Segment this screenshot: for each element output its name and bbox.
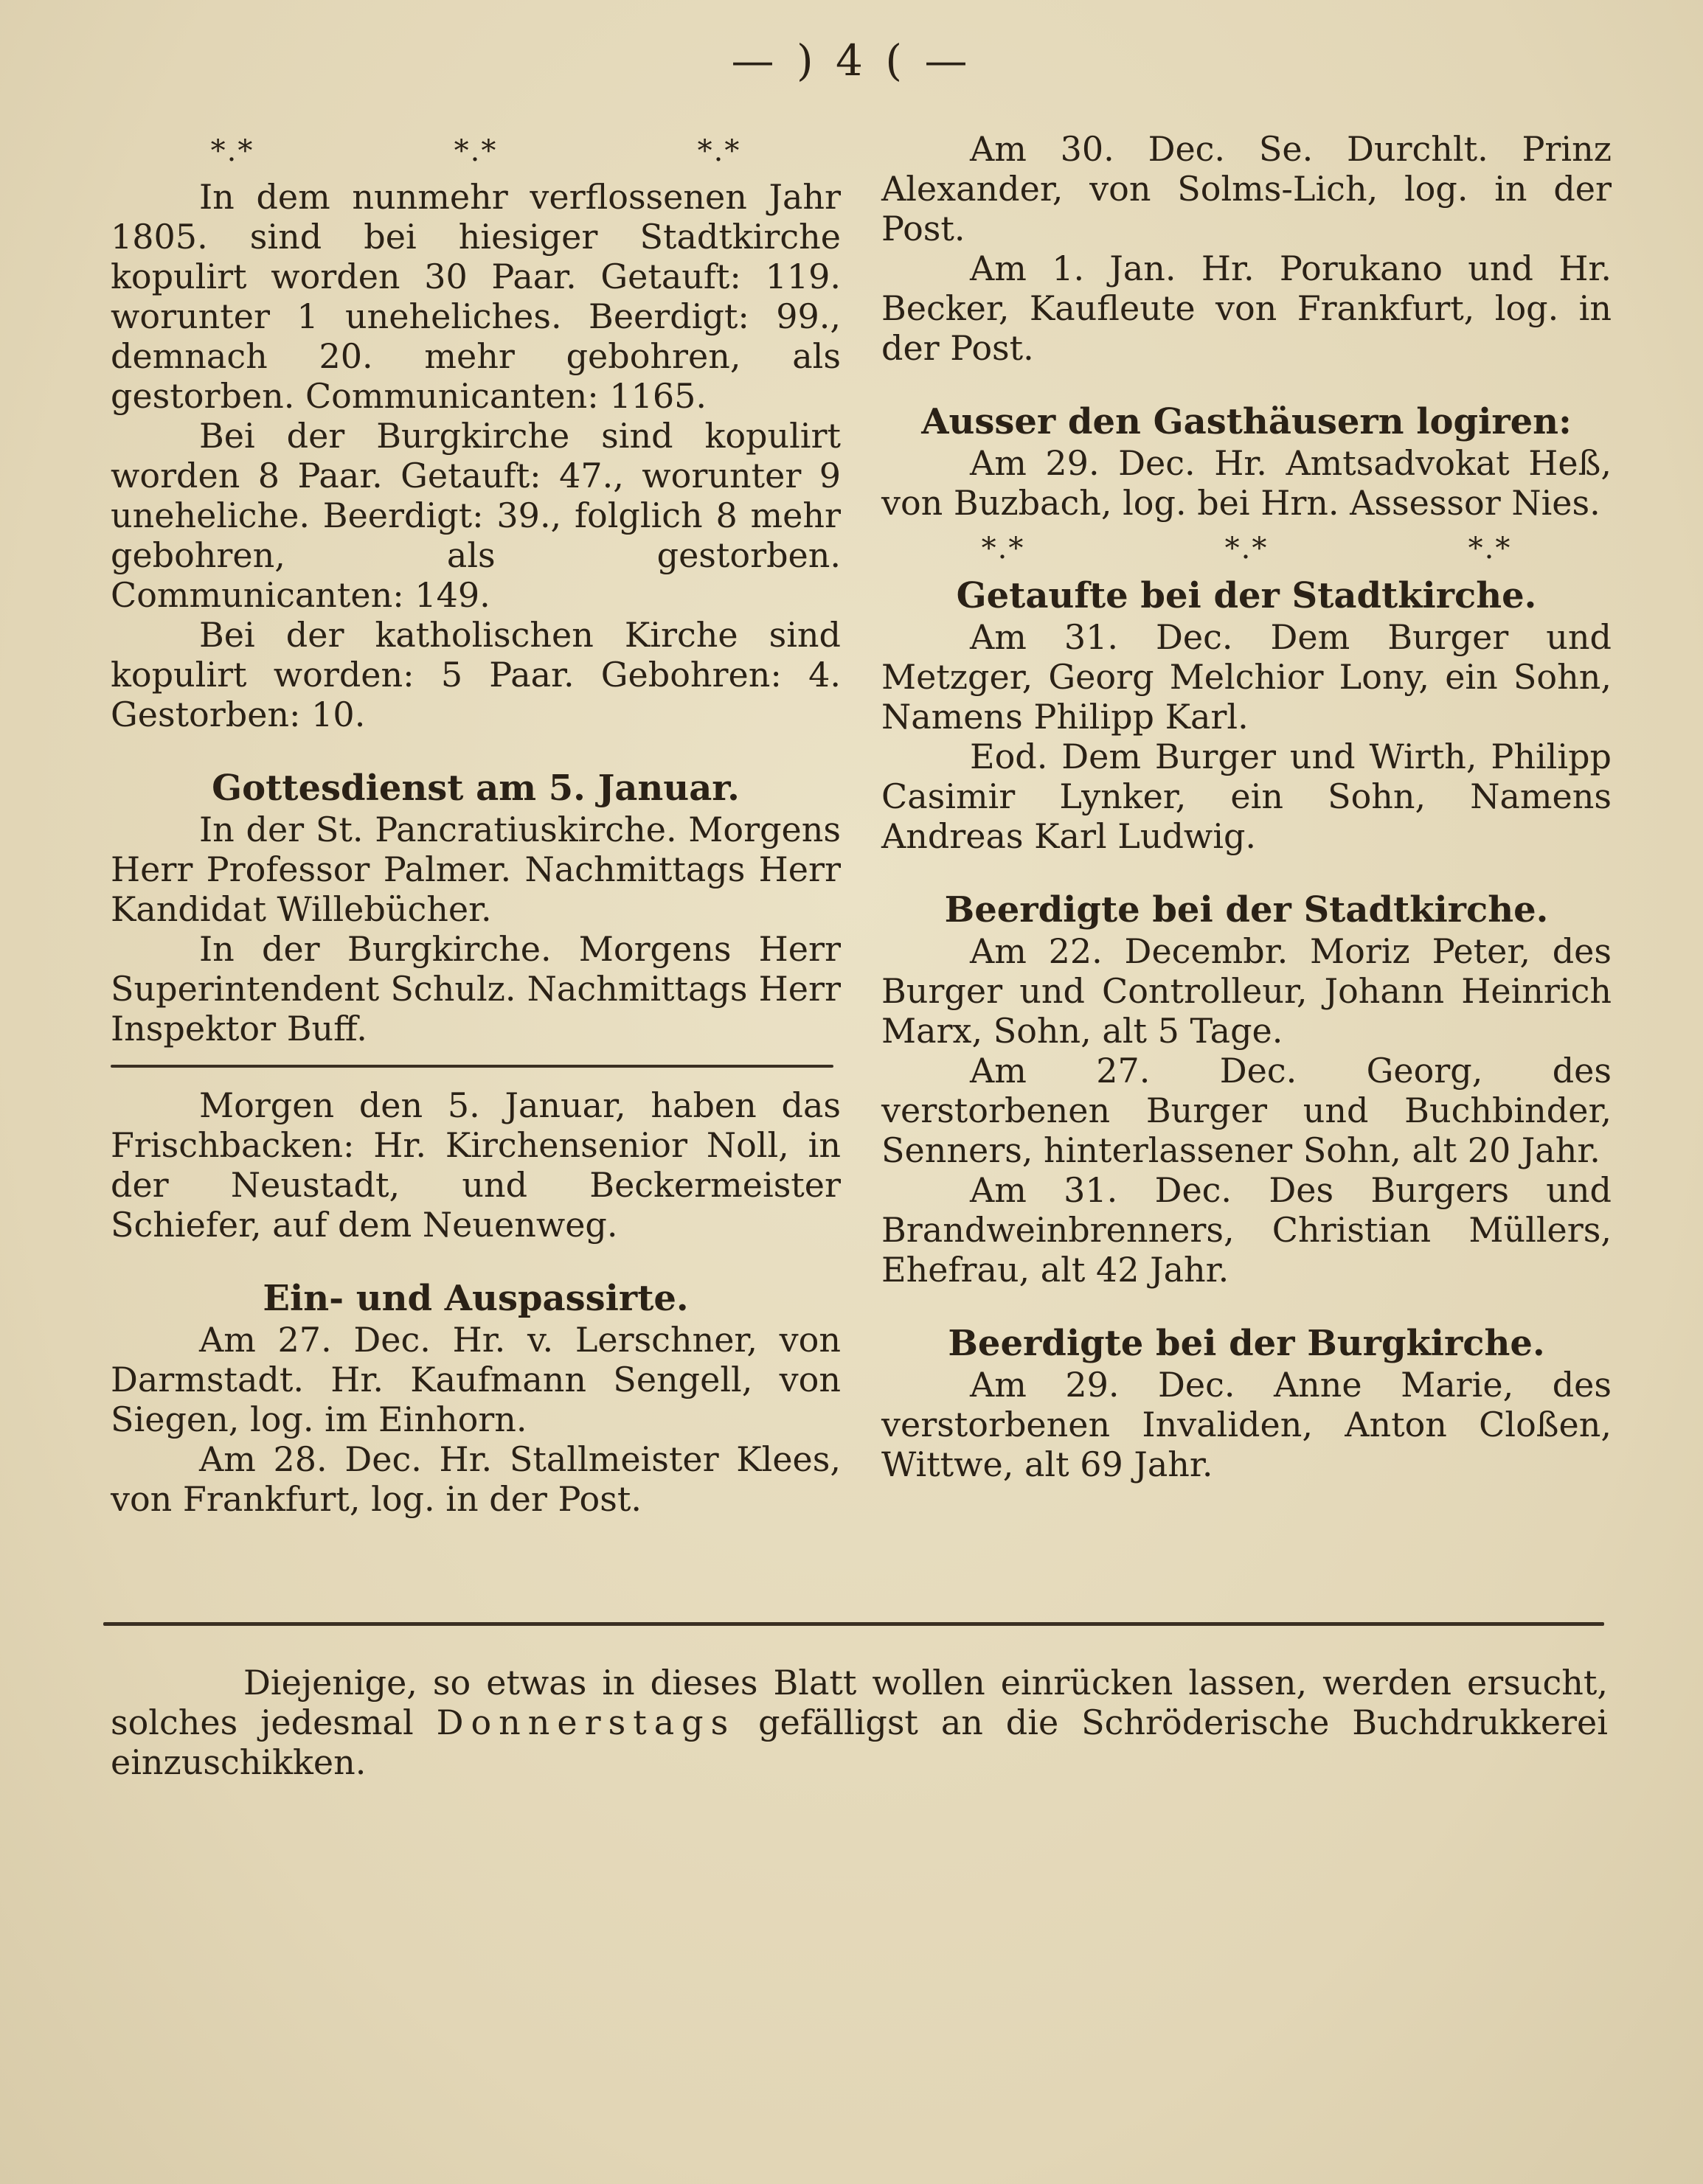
- heading-church-service: Gottesdienst am 5. Januar.: [212, 768, 740, 809]
- heading-buried-burgkirche: Beerdigte bei der Burgkirche.: [948, 1323, 1545, 1364]
- traveller-entry: Am 1. Jan. Hr. Porukano und Hr. Becker, Kaufleute von Frankfurt, log. in der Post.: [881, 248, 1612, 368]
- traveller-entry: Am 28. Dec. Hr. Stallmeister Klees, von Frankfurt, log. in der Post.: [111, 1439, 841, 1519]
- heading-baptized: Getaufte bei der Stadtkirche.: [956, 575, 1537, 616]
- footer-text-part2: gefälligst an die Schröderische Buchdrukkerei einzuschikken.: [111, 1703, 1608, 1782]
- ornament-stars: *.*: [454, 134, 498, 168]
- heading-private-lodging: Ausser den Gasthäusern logiren:: [921, 401, 1572, 442]
- footer-text: [111, 1663, 1608, 1782]
- footer-notice: [111, 1663, 1608, 1782]
- lodging-entry: Am 29. Dec. Hr. Amtsadvokat Heß, von Buzbach, log. bei Hrn. Assessor Nies.: [881, 443, 1612, 523]
- ornament-stars: *.*: [697, 134, 741, 168]
- footer-divider: [103, 1622, 1604, 1626]
- burial-entry: Am 29. Dec. Anne Marie, des verstorbenen Invaliden, Anton Cloßen, Wittwe, alt 69 Jahr.: [881, 1365, 1612, 1484]
- heading-buried-stadtkirche: Beerdigte bei der Stadtkirche.: [944, 889, 1549, 931]
- baptism-entry: Eod. Dem Burger und Wirth, Philipp Casimir Lynker, ein Sohn, Namens Andreas Karl Ludwig.: [881, 737, 1612, 856]
- parish-statistics-burgkirche: Bei der Burgkirche sind kopulirt worden 8 Paar. Getauft: 47., worunter 9 uneheliche. Beerdigt: 39., folglich 8 mehr gebohren, als gestorben. Communicanten: 149.: [111, 416, 841, 615]
- baptism-entry: Am 31. Dec. Dem Burger und Metzger, Georg Melchior Lony, ein Sohn, Namens Philipp Karl.: [881, 617, 1612, 737]
- traveller-entry: Am 30. Dec. Se. Durchlt. Prinz Alexander, von Solms-Lich, log. in der Post.: [881, 129, 1612, 248]
- burial-entry: Am 27. Dec. Georg, des verstorbenen Burger und Buchbinder, Senners, hinterlassener Sohn, alt 20 Jahr.: [881, 1051, 1612, 1170]
- heading-travellers: Ein- und Auspassirte.: [263, 1278, 689, 1319]
- traveller-entry: Am 27. Dec. Hr. v. Lerschner, von Darmstadt. Hr. Kaufmann Sengell, von Siegen, log. im Einhorn.: [111, 1320, 841, 1439]
- ornament-stars: *.*: [981, 532, 1025, 566]
- ornament-stars: *.*: [1224, 532, 1269, 566]
- ornament-stars: *.*: [210, 134, 254, 168]
- burial-entry: Am 22. Decembr. Moriz Peter, des Burger und Controlleur, Johann Heinrich Marx, Sohn, alt 5 Tage.: [881, 931, 1612, 1051]
- parish-statistics-stadtkirche: In dem nunmehr verflossenen Jahr 1805. sind bei hiesiger Stadtkirche kopulirt worden 30 Paar. Getauft: 119. worunter 1 uneheliches. Beerdigt: 99., demnach 20. mehr gebohren, als gestorben. Communicanten: 1165.: [111, 177, 841, 416]
- footer-emphasis: Donnerstags: [436, 1703, 736, 1742]
- burial-entry: Am 31. Dec. Des Burgers und Brandweinbrenners, Christian Müllers, Ehefrau, alt 42 Jahr.: [881, 1170, 1612, 1290]
- ornament-row: [111, 125, 841, 177]
- ornament-row: [881, 523, 1612, 574]
- parish-statistics-catholic: Bei der katholischen Kirche sind kopulirt worden: 5 Paar. Gebohren: 4. Gestorben: 10.: [111, 615, 841, 734]
- service-pancratius: In der St. Pancratiuskirche. Morgens Herr Professor Palmer. Nachmittags Herr Kandidat Willebücher.: [111, 810, 841, 929]
- left-column: [111, 125, 841, 1519]
- service-burgkirche: In der Burgkirche. Morgens Herr Superintendent Schulz. Nachmittags Herr Inspektor Buff.: [111, 929, 841, 1048]
- column-divider: [111, 1065, 833, 1068]
- ornament-stars: *.*: [1468, 532, 1512, 566]
- footer-text-part1: Diejenige, so etwas in dieses Blatt wollen einrücken lassen, werden ersucht, solches jedesmal: [111, 1663, 1608, 1742]
- baking-notice: Morgen den 5. Januar, haben das Frischbacken: Hr. Kirchensenior Noll, in der Neustadt, und Beckermeister Schiefer, auf dem Neuenweg.: [111, 1085, 841, 1245]
- page-number: — ) 4 ( —: [731, 35, 972, 86]
- right-column: [881, 129, 1612, 1484]
